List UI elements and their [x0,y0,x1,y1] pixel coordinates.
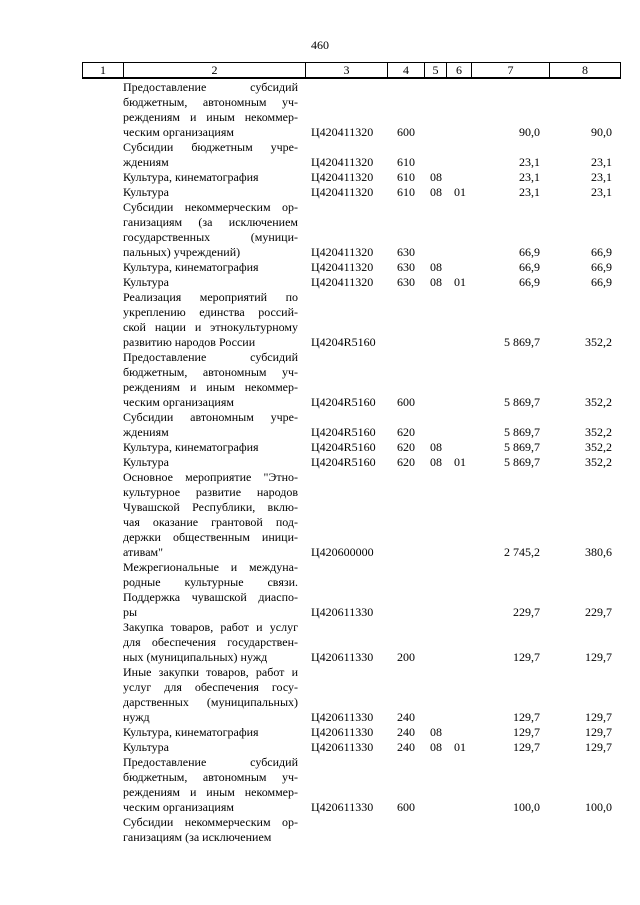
row-sum-col7: 90,0 [519,125,540,139]
row-name-line: Поддержка чувашской диаспо- [123,590,298,604]
row-sum-col8: 23,1 [591,155,612,169]
row-rz: 08 [430,185,442,199]
row-name-line: услуг для обеспечения госу- [123,680,298,694]
row-name-line: Культура, кинематография [123,260,259,274]
row-sum-col7: 5 869,7 [504,440,540,454]
row-sum-col7: 129,7 [513,710,540,724]
table-row [0,140,640,170]
row-name-line: ганизациям (за исключением [123,215,298,229]
header-col-5: 5 [425,63,447,77]
row-name [123,815,298,845]
row-rz: 08 [430,260,442,274]
row-code: Ц4204R5160 [311,425,376,439]
row-name-line: ждениям [123,155,169,169]
row-code: Ц420611330 [311,725,374,739]
row-code: Ц420411320 [311,155,374,169]
row-name [123,170,298,185]
table-row [0,725,640,740]
row-name [123,455,298,470]
row-name-line: Предоставление субсидий [123,80,298,94]
row-name-line: Культура, кинематография [123,725,259,739]
table-row [0,170,640,185]
row-code: Ц420411320 [311,170,374,184]
row-sum-col8: 352,2 [585,425,612,439]
row-name-line: реждениям и иным некоммер- [123,110,298,124]
row-name-line: Закупка товаров, работ и услуг [123,620,298,634]
row-rz: 08 [430,170,442,184]
row-name-line: ской нации и этнокультурному [123,320,298,334]
row-sum-col7: 5 869,7 [504,425,540,439]
header-col-3: 3 [306,63,388,77]
table-row [0,275,640,290]
row-name-line: ганизациям (за исключением [123,830,272,844]
row-rz: 08 [430,440,442,454]
row-name-line: Предоставление субсидий [123,350,298,364]
table-body [0,80,640,845]
row-rz: 08 [430,725,442,739]
row-name-line: Культура [123,275,169,289]
row-name-line: Межрегиональные и междуна- [123,560,298,574]
row-sum-col8: 352,2 [585,335,612,349]
row-pr: 01 [454,185,466,199]
row-sum-col8: 100,0 [585,800,612,814]
row-name [123,140,298,170]
row-name [123,80,298,140]
row-code: Ц420611330 [311,605,374,619]
row-vr: 240 [397,740,415,754]
row-name-line: родные культурные связи. [123,575,298,589]
row-name-line: чая оказание грантовой под- [123,515,298,529]
table-row [0,290,640,350]
row-sum-col7: 129,7 [513,650,540,664]
row-sum-col8: 66,9 [591,275,612,289]
row-vr: 630 [397,245,415,259]
row-vr: 600 [397,125,415,139]
row-sum-col8: 129,7 [585,710,612,724]
row-name-line: Иные закупки товаров, работ и [123,665,298,679]
row-sum-col8: 380,6 [585,545,612,559]
row-vr: 610 [397,155,415,169]
row-name-line: дарственных (муниципальных) [123,695,298,709]
row-name [123,560,298,620]
row-name [123,260,298,275]
row-sum-col7: 5 869,7 [504,335,540,349]
row-vr: 600 [397,395,415,409]
row-name [123,200,298,260]
row-name-line: ческим организациям [123,395,234,409]
row-name-line: ческим организациям [123,800,234,814]
row-name-line: Предоставление субсидий [123,755,298,769]
table-row [0,440,640,455]
table-row [0,740,640,755]
header-col-8: 8 [582,63,588,77]
row-name-line: держки общественным иници- [123,530,298,544]
row-name-line: Реализация мероприятий по [123,290,298,304]
row-name-line: реждениям и иным некоммер- [123,785,298,799]
row-name [123,410,298,440]
row-name [123,620,298,665]
row-sum-col7: 129,7 [513,740,540,754]
row-sum-col7: 66,9 [519,245,540,259]
row-rz: 08 [430,740,442,754]
table-row [0,410,640,440]
row-code: Ц420600000 [311,545,374,559]
row-rz: 08 [430,455,442,469]
row-sum-col7: 5 869,7 [504,455,540,469]
row-name [123,755,298,815]
row-sum-col8: 23,1 [591,185,612,199]
row-sum-col8: 66,9 [591,260,612,274]
row-sum-col7: 23,1 [519,170,540,184]
row-name-line: бюджетным, автономным уч- [123,95,298,109]
row-name-line: ных (муниципальных) нужд [123,650,268,664]
row-sum-col7: 23,1 [519,185,540,199]
row-name-line: ативам" [123,545,164,559]
table-row [0,350,640,410]
row-name-line: ческим организациям [123,125,234,139]
header-col-6: 6 [447,63,472,77]
row-vr: 240 [397,710,415,724]
row-name-line: Основное мероприятие "Этно- [123,470,298,484]
row-name-line: для обеспечения государствен- [123,635,298,649]
row-code: Ц420611330 [311,710,374,724]
row-code: Ц420411320 [311,185,374,199]
row-code: Ц420411320 [311,245,374,259]
row-sum-col8: 129,7 [585,740,612,754]
row-name [123,470,298,560]
table-row [0,665,640,725]
row-code: Ц4204R5160 [311,440,376,454]
row-sum-col7: 66,9 [519,275,540,289]
row-vr: 240 [397,725,415,739]
row-name [123,290,298,350]
table-header [82,62,621,79]
table-row [0,185,640,200]
row-sum-col7: 229,7 [513,605,540,619]
table-row [0,455,640,470]
header-col-2: 2 [124,63,306,77]
row-name-line: Культура, кинематография [123,440,259,454]
row-sum-col7: 129,7 [513,725,540,739]
header-col-4: 4 [388,63,425,77]
row-name-line: ры [123,605,138,619]
row-name-line: культурное развитие народов [123,485,298,499]
row-vr: 200 [397,650,415,664]
row-name-line: развитию народов России [123,335,256,349]
row-name [123,740,298,755]
row-vr: 600 [397,800,415,814]
row-name-line: Субсидии бюджетным учре- [123,140,298,154]
table-row [0,200,640,260]
row-name-line: Субсидии автономным учре- [123,410,298,424]
table-row [0,620,640,665]
row-name-line: Субсидии некоммерческим ор- [123,815,298,829]
row-vr: 630 [397,260,415,274]
row-code: Ц420611330 [311,650,374,664]
row-pr: 01 [454,455,466,469]
row-name-line: Чувашской Республики, вклю- [123,500,298,514]
header-col-7: 7 [472,63,550,77]
row-name-line: нужд [123,710,150,724]
row-name-line: бюджетным, автономным уч- [123,770,298,784]
row-name-line: Культура [123,185,169,199]
header-col-1: 1 [83,63,124,77]
row-name-line: пальных) учреждений) [123,245,241,259]
row-name [123,725,298,740]
row-code: Ц4204R5160 [311,395,376,409]
row-code: Ц420411320 [311,275,374,289]
row-sum-col8: 90,0 [591,125,612,139]
row-sum-col8: 129,7 [585,725,612,739]
page-number: 460 [311,38,329,52]
row-code: Ц4204R5160 [311,455,376,469]
row-code: Ц420411320 [311,260,374,274]
row-sum-col7: 5 869,7 [504,395,540,409]
row-sum-col8: 66,9 [591,245,612,259]
row-name-line: ждениям [123,425,169,439]
row-vr: 610 [397,170,415,184]
table-row [0,80,640,140]
row-name-line: Субсидии некоммерческим ор- [123,200,298,214]
table-row [0,755,640,815]
row-code: Ц420611330 [311,740,374,754]
row-name-line: бюджетным, автономным уч- [123,365,298,379]
row-pr: 01 [454,740,466,754]
row-name-line: Культура, кинематография [123,170,259,184]
row-vr: 620 [397,440,415,454]
row-name [123,440,298,455]
row-sum-col8: 352,2 [585,395,612,409]
row-name-line: реждениям и иным некоммер- [123,380,298,394]
row-vr: 610 [397,185,415,199]
row-name-line: Культура [123,455,169,469]
row-code: Ц420611330 [311,800,374,814]
row-rz: 08 [430,275,442,289]
row-sum-col8: 352,2 [585,455,612,469]
row-vr: 620 [397,455,415,469]
row-name [123,350,298,410]
table-row [0,815,640,845]
row-sum-col7: 66,9 [519,260,540,274]
row-name [123,275,298,290]
row-pr: 01 [454,275,466,289]
table-row [0,470,640,560]
row-code: Ц4204R5160 [311,335,376,349]
row-name-line: укреплению единства россий- [123,305,298,319]
row-vr: 620 [397,425,415,439]
table-row [0,260,640,275]
row-name [123,665,298,725]
row-name-line: Культура [123,740,169,754]
row-name-line: государственных (муници- [123,230,298,244]
row-sum-col8: 129,7 [585,650,612,664]
row-sum-col7: 23,1 [519,155,540,169]
row-sum-col7: 100,0 [513,800,540,814]
row-sum-col8: 23,1 [591,170,612,184]
row-vr: 630 [397,275,415,289]
row-code: Ц420411320 [311,125,374,139]
table-row [0,560,640,620]
row-sum-col8: 229,7 [585,605,612,619]
row-sum-col7: 2 745,2 [504,545,540,559]
row-name [123,185,298,200]
row-sum-col8: 352,2 [585,440,612,454]
